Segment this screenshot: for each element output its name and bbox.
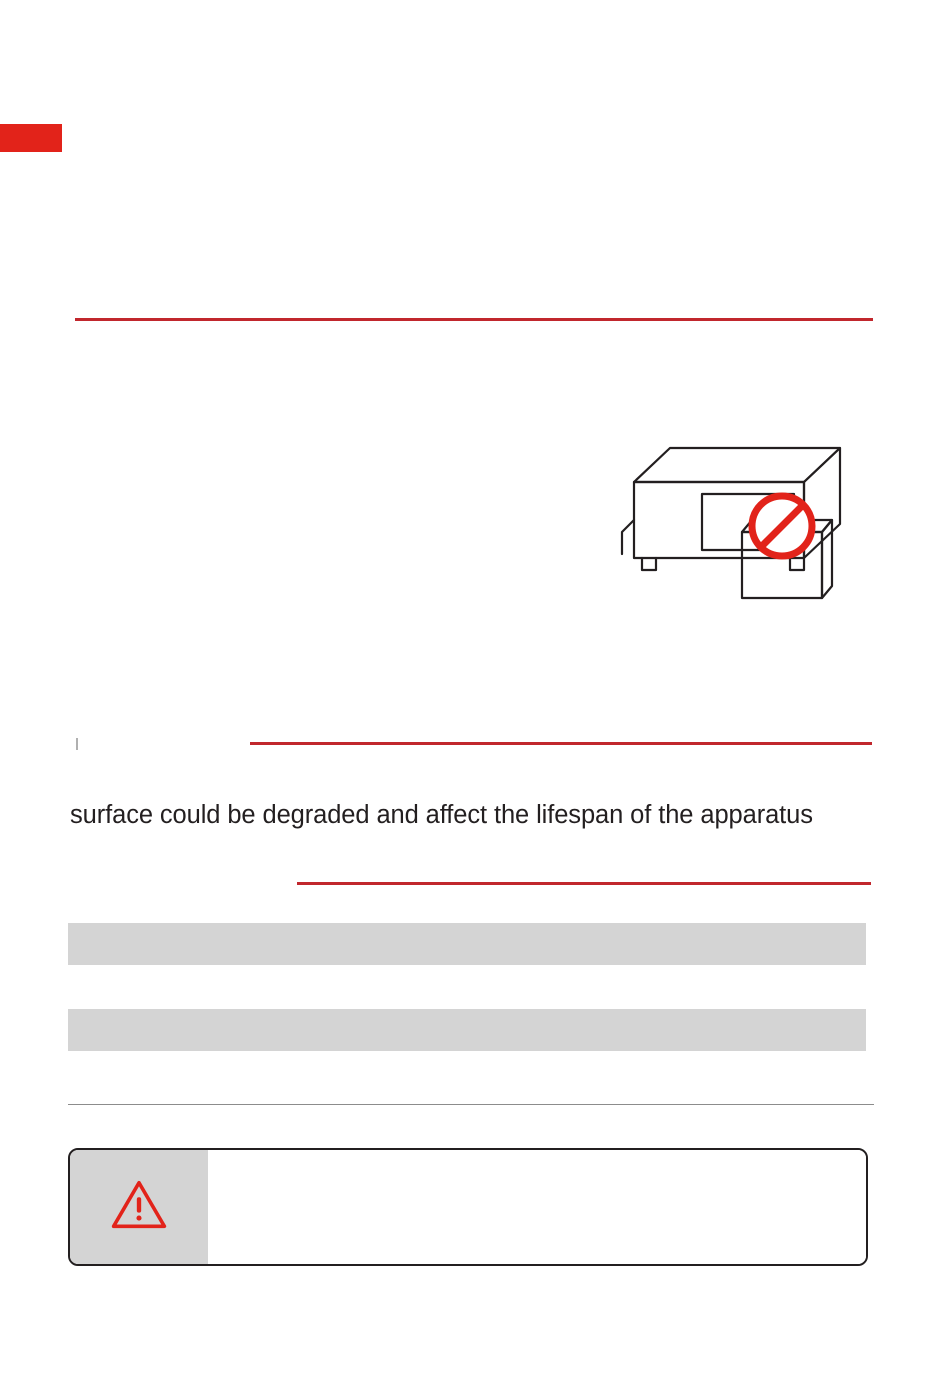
page-tab-marker xyxy=(0,124,62,152)
caution-text xyxy=(208,1150,866,1264)
section-rule-top xyxy=(75,318,873,321)
body-paragraph: surface could be degraded and affect the lifespan of the apparatus xyxy=(70,801,813,829)
margin-tick-mark xyxy=(76,738,78,750)
section-divider xyxy=(68,1104,874,1105)
no-container-in-microwave-illustration xyxy=(600,420,870,630)
table-row-band-2 xyxy=(68,1009,866,1051)
caution-icon-cell xyxy=(70,1150,208,1264)
section-rule-lower xyxy=(297,882,871,885)
section-rule-middle xyxy=(250,742,872,745)
caution-callout-box xyxy=(68,1148,868,1266)
warning-triangle-icon xyxy=(110,1178,168,1236)
table-row-band-1 xyxy=(68,923,866,965)
